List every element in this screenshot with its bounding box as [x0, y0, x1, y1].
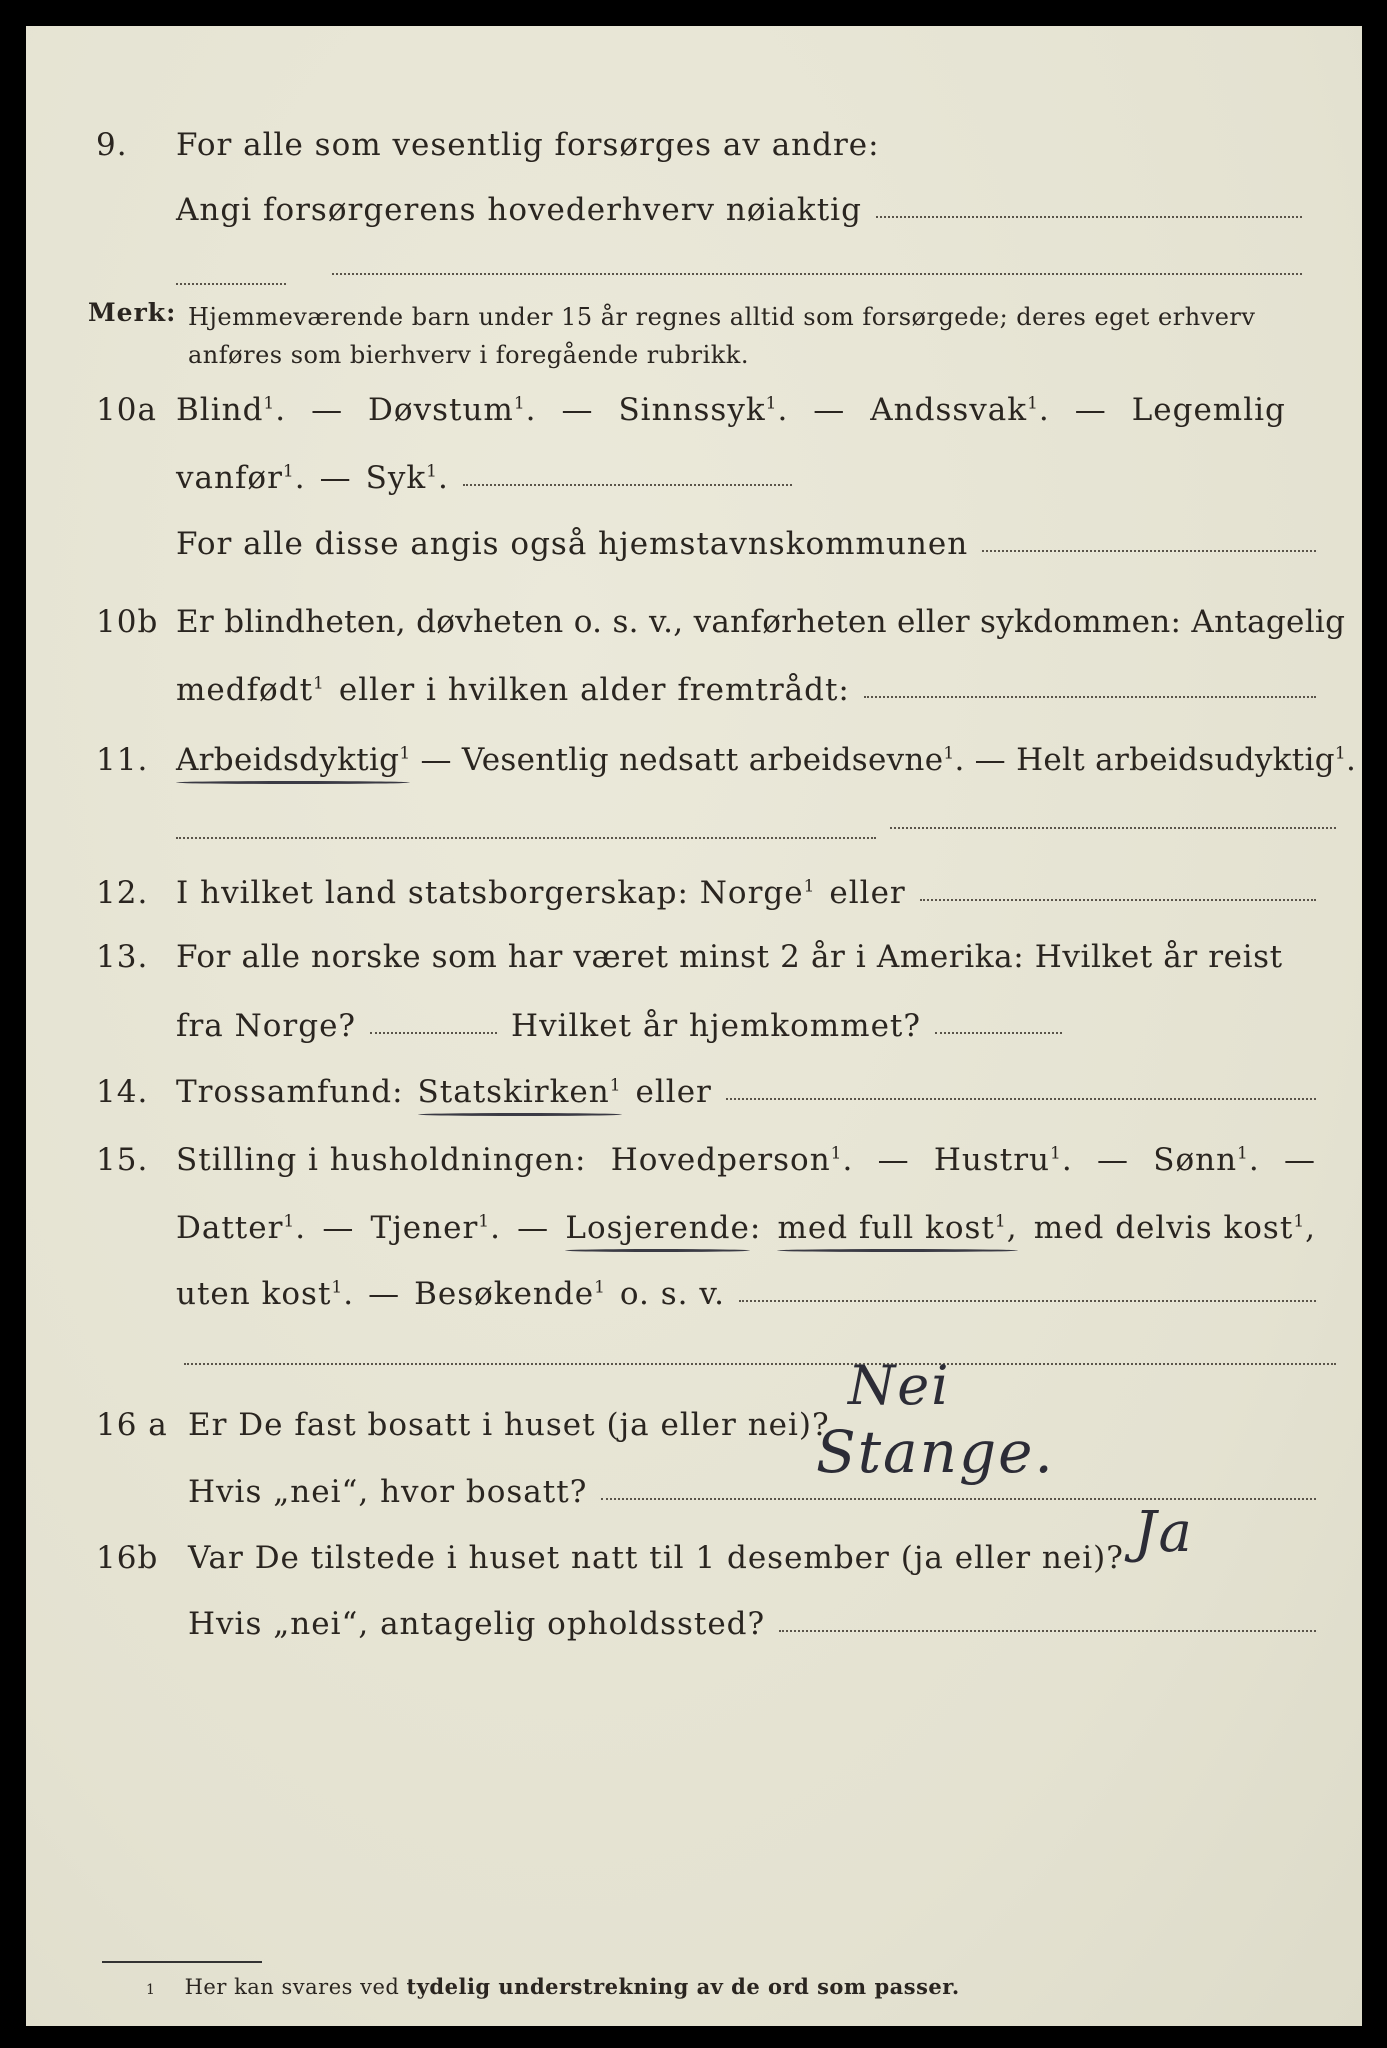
option-tjener[interactable]: Tjener$^1$.	[370, 1210, 501, 1246]
q10a-syk-line[interactable]	[463, 483, 792, 486]
q12-eller: eller	[829, 875, 906, 911]
option-udyktig[interactable]: — Helt arbeidsudyktig$^1$.	[974, 742, 1357, 778]
option-uten-kost[interactable]: uten kost$^1$.	[176, 1276, 355, 1312]
q15-row	[26, 1136, 1362, 1186]
q9-extra-line-b[interactable]	[332, 272, 1302, 275]
footnote	[146, 1974, 960, 1999]
q16b-row-2	[26, 1600, 1362, 1650]
option-hovedperson[interactable]: Hovedperson$^1$.	[610, 1142, 854, 1178]
dash: —	[319, 460, 352, 496]
q13-hjemkommet: Hvilket år hjemkommet?	[511, 1008, 922, 1044]
q16b-number: 16b	[96, 1540, 159, 1576]
q16a-hvor-bosatt: Hvis „nei“, hvor bosatt?	[188, 1474, 588, 1510]
q14-row	[26, 1068, 1362, 1118]
footnote-mark: 1	[146, 1982, 156, 1998]
q11-number: 11.	[96, 742, 149, 778]
option-syk[interactable]: Syk$^1$.	[365, 460, 449, 496]
footnote-text-bold: tydelig understrekning av de ord som passer.	[406, 1974, 960, 1999]
q13-fra-norge: fra Norge?	[176, 1008, 357, 1044]
option-datter[interactable]: Datter$^1$.	[176, 1210, 307, 1246]
q10a-row-3	[26, 520, 1362, 570]
dash: —	[1096, 1142, 1129, 1178]
q9-extra-line-a[interactable]	[176, 282, 286, 285]
dash: —	[368, 1276, 401, 1312]
q16b-question: Var De tilstede i huset natt til 1 desember (ja eller nei)?	[188, 1540, 1124, 1576]
merk-note	[26, 294, 1362, 384]
q9-answer-line[interactable]	[876, 215, 1302, 218]
q16a-number: 16 a	[96, 1407, 168, 1443]
dash: —	[322, 1210, 355, 1246]
q15-answer-line[interactable]	[739, 1299, 1316, 1302]
q9-question: Angi forsørgerens hovederhverv nøiaktig	[176, 192, 862, 228]
merk-line-1: Hjemmeværende barn under 15 år regnes alltid som forsørgede; deres eget erhverv	[188, 303, 1256, 331]
q14-number: 14.	[96, 1074, 149, 1110]
option-dovstum[interactable]: Døvstum$^1$.	[368, 392, 537, 428]
q10a-number: 10a	[96, 392, 157, 428]
option-vanfor[interactable]: vanfør$^1$.	[176, 460, 306, 496]
q12-text: I hvilket land statsborgerskap: Norge$^1$	[176, 875, 816, 911]
q9-row	[26, 121, 1362, 171]
q10a-hjemstavn: For alle disse angis også hjemstavnskommunen	[176, 526, 969, 562]
dash: —	[561, 392, 594, 428]
q13-text: For alle norske som har været minst 2 år i Amerika: Hvilket år reist	[176, 939, 1283, 975]
q13-row-2	[26, 1002, 1362, 1052]
q16b-handwritten-answer[interactable]: Ja	[1134, 1500, 1194, 1565]
dash: —	[813, 392, 846, 428]
q14-eller: eller	[635, 1074, 712, 1110]
q16a-question: Er De fast bosatt i huset (ja eller nei)?	[188, 1407, 830, 1443]
option-nedsatt[interactable]: — Vesentlig nedsatt arbeidsevne$^1$.	[420, 742, 965, 778]
q14-answer-line[interactable]	[726, 1097, 1316, 1100]
q15-number: 15.	[96, 1142, 149, 1178]
dash: —	[311, 392, 344, 428]
option-blind[interactable]: Blind$^1$.	[176, 392, 287, 428]
q11-extra-line-a[interactable]	[176, 836, 876, 839]
dash: —	[877, 1142, 910, 1178]
q13-reist-line[interactable]	[370, 1031, 497, 1034]
option-medfodt[interactable]: medfødt$^1$	[176, 672, 325, 708]
q15-row-2	[26, 1204, 1362, 1254]
q10b-row-2	[26, 666, 1362, 716]
q15-osv: o. s. v.	[619, 1276, 726, 1312]
q11-extra-line-b[interactable]	[890, 826, 1336, 829]
q15-row-3	[26, 1270, 1362, 1320]
q9-text: For alle som vesentlig forsørges av andre:	[176, 127, 880, 163]
footnote-rule	[102, 1961, 262, 1963]
q13-row	[26, 933, 1362, 983]
census-form-page	[26, 26, 1362, 2026]
dash: —	[1283, 1142, 1316, 1178]
option-hustru[interactable]: Hustru$^1$.	[933, 1142, 1073, 1178]
option-arbeidsdyktig[interactable]: Arbeidsdyktig$^1$	[176, 742, 411, 778]
merk-label: Merk:	[88, 298, 177, 327]
q12-answer-line[interactable]	[920, 898, 1316, 901]
q10a-hjemstavn-line[interactable]	[982, 549, 1316, 552]
option-sinnssyk[interactable]: Sinnssyk$^1$.	[618, 392, 789, 428]
merk-line-2: anføres som bierhverv i foregående rubrikk.	[188, 341, 749, 369]
q10b-alder: eller i hvilken alder fremtrådt:	[338, 672, 850, 708]
q12-number: 12.	[96, 875, 149, 911]
q9-row-2	[26, 186, 1362, 236]
option-sonn[interactable]: Sønn$^1$.	[1153, 1142, 1260, 1178]
option-andssvak[interactable]: Andssvak$^1$.	[870, 392, 1050, 428]
q10a-row-2	[26, 454, 1362, 504]
q10a-row	[26, 386, 1362, 436]
option-full-kost[interactable]: med full kost$^1$,	[777, 1210, 1018, 1246]
q16b-opholdssted: Hvis „nei“, antagelig opholdssted?	[188, 1606, 766, 1642]
q16a-bosatt-line[interactable]	[601, 1497, 1316, 1500]
option-delvis-kost[interactable]: med delvis kost$^1$,	[1033, 1210, 1316, 1246]
option-besokende[interactable]: Besøkende$^1$	[414, 1276, 606, 1312]
q12-row	[26, 869, 1362, 919]
q10b-text: Er blindheten, døvheten o. s. v., vanførheten eller sykdommen: Antagelig	[176, 604, 1346, 640]
q13-number: 13.	[96, 939, 149, 975]
q15-extra-line[interactable]	[184, 1362, 1336, 1365]
q16a-handwritten-bosatt[interactable]: Stange.	[816, 1418, 1055, 1486]
q11-row	[26, 736, 1362, 786]
q9-number: 9.	[96, 127, 128, 163]
q10b-row	[26, 598, 1362, 648]
option-statskirken[interactable]: Statskirken$^1$	[417, 1074, 622, 1110]
q16a-handwritten-answer[interactable]: Nei	[848, 1354, 951, 1417]
q14-label: Trossamfund:	[176, 1074, 404, 1110]
q10b-number: 10b	[96, 604, 159, 640]
q13-hjemkommet-line[interactable]	[935, 1031, 1062, 1034]
q10b-answer-line[interactable]	[864, 695, 1316, 698]
option-losjerende[interactable]: Losjerende:	[565, 1210, 762, 1246]
option-legemlig[interactable]: Legemlig	[1131, 392, 1286, 428]
dash: —	[517, 1210, 550, 1246]
q15-stilling: Stilling i husholdningen:	[176, 1142, 587, 1178]
q16a-row	[26, 1401, 1362, 1451]
q16b-opholdssted-line[interactable]	[779, 1629, 1316, 1632]
dash: —	[1074, 392, 1107, 428]
footnote-text-plain: Her kan svares ved	[184, 1975, 400, 1999]
